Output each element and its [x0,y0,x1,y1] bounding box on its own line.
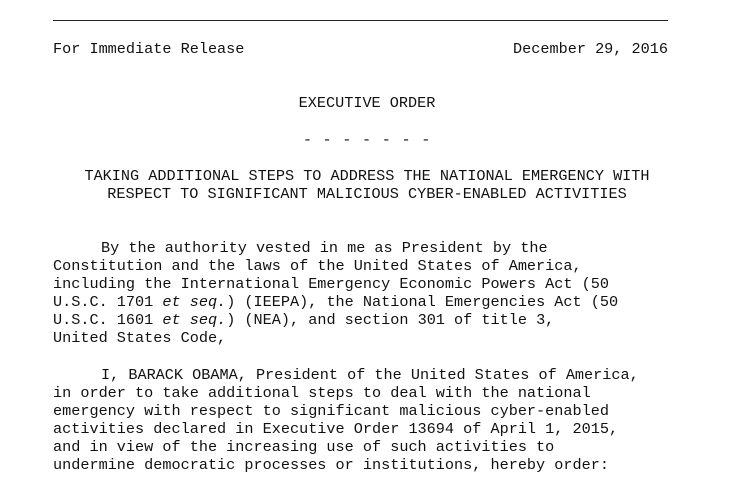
paragraph-line: including the International Emergency Economic Powers Act (50 [53,275,609,293]
paragraph-line-ieepa [53,293,693,311]
citation-italic: et seq. [162,293,227,311]
order-type-heading: EXECUTIVE ORDER [298,94,436,112]
paragraph-line-nea [53,311,693,329]
paragraph-line: activities declared in Executive Order 13694 of April 1, 2015, [53,420,619,438]
paragraph-line: By the authority vested in me as President by the [101,239,548,257]
citation-italic: et seq. [162,311,227,329]
paragraph-line: emergency with respect to significant malicious cyber-enabled [53,402,609,420]
authority-paragraph [53,239,693,347]
order-paragraph [53,366,693,474]
paragraph-line: United States Code, [53,329,227,347]
release-label: For Immediate Release [53,40,245,58]
order-subject-line-1: TAKING ADDITIONAL STEPS TO ADDRESS THE NATIONAL EMERGENCY WITH [84,167,650,185]
paragraph-line: undermine democratic processes or institutions, hereby order: [53,456,609,474]
paragraph-line: Constitution and the laws of the United States of America, [53,257,582,275]
title-separator: - - - - - - - [302,131,432,149]
paragraph-line: and in view of the increasing use of such activities to [53,438,555,456]
top-rule [53,20,668,21]
paragraph-line: in order to take additional steps to deal with the national [53,384,591,402]
citation-text: ) (IEEPA), the National Emergencies Act (50 [226,293,619,311]
citation-text: U.S.C. 1701 [53,293,163,311]
release-date: December 29, 2016 [513,40,668,58]
order-subject-line-2: RESPECT TO SIGNIFICANT MALICIOUS CYBER-ENABLED ACTIVITIES [107,185,627,203]
citation-text: ) (NEA), and section 301 of title 3, [226,311,555,329]
paragraph-line: I, BARACK OBAMA, President of the United States of America, [101,366,639,384]
citation-text: U.S.C. 1601 [53,311,163,329]
